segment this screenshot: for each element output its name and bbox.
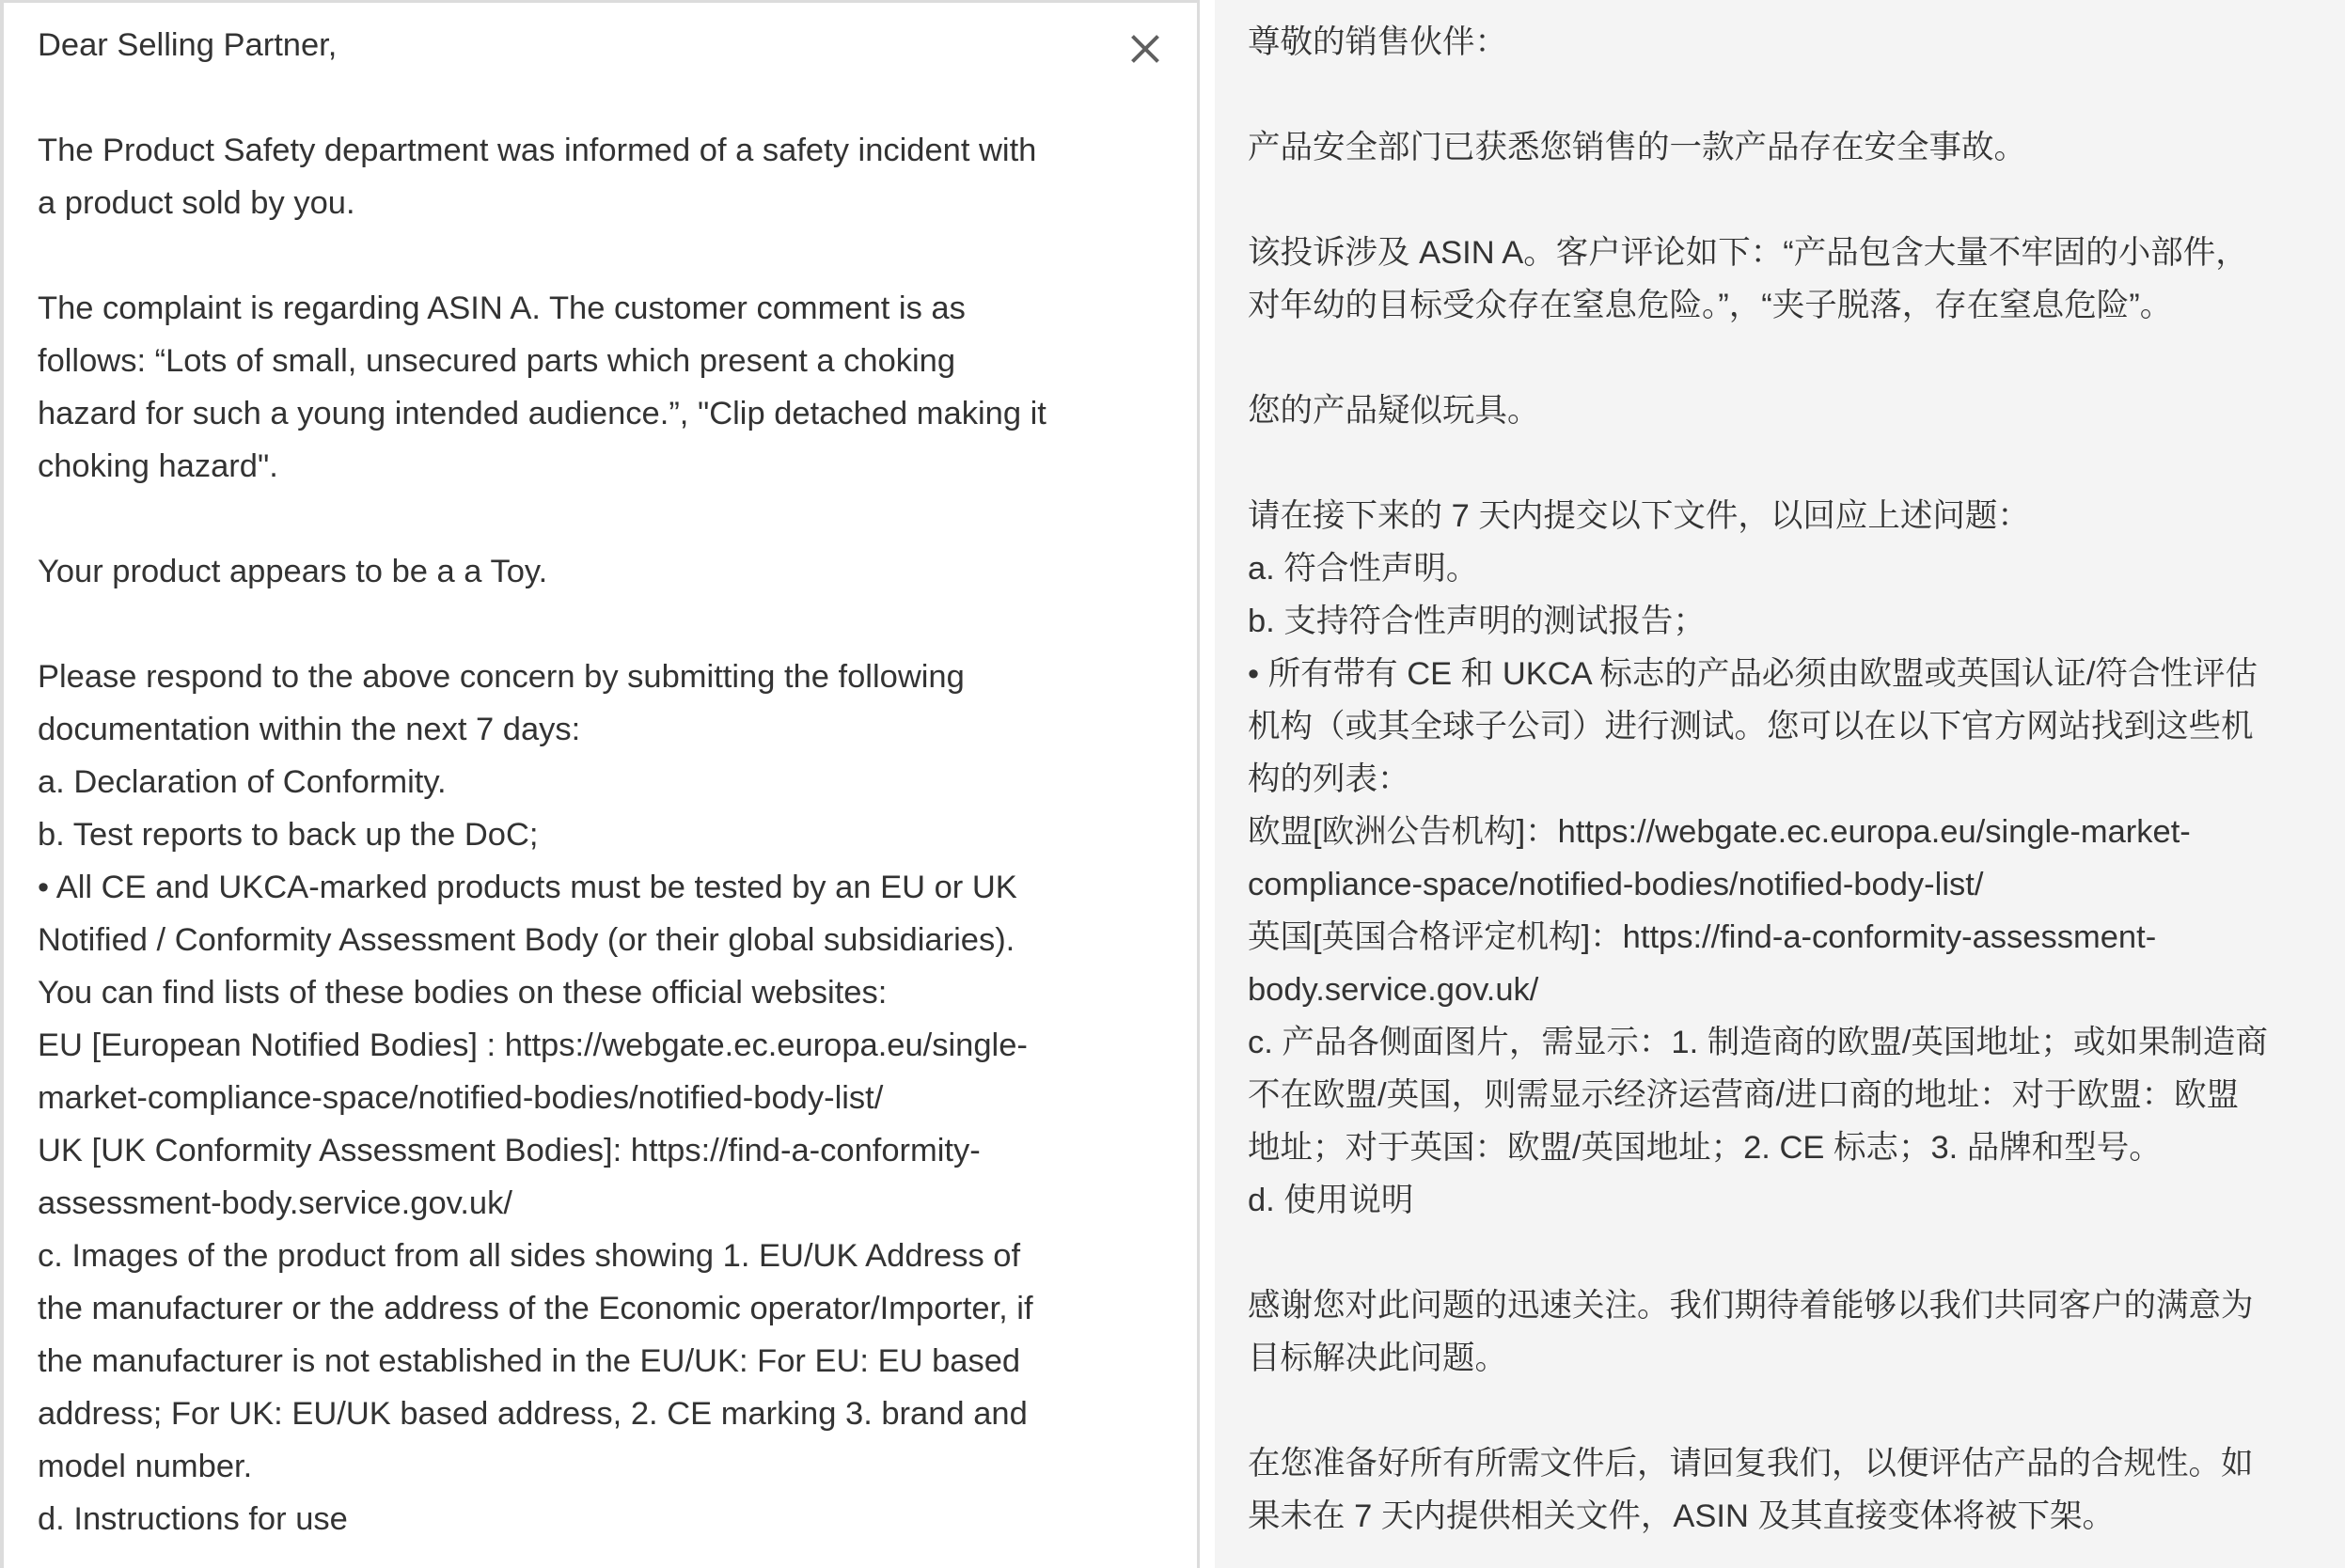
incident-notice-paragraph <box>38 124 1047 229</box>
eu-notified-bodies-link-line: market-compliance-space/notified-bodies/notified-body-list/ <box>38 1080 884 1116</box>
chinese-translation-panel <box>1215 0 2345 1568</box>
chinese-translation-body <box>1248 16 2268 1543</box>
requirement-b-test-reports-line: b. Test reports to back up the DoC; <box>38 817 539 853</box>
compliance-deadline-paragraph-zh <box>1248 1437 2268 1543</box>
uk-assessment-bodies-link-line-zh: 英国[英国合格评定机构]：https://find-a-conformity-assessment- <box>1248 919 2157 955</box>
requirement-c-product-images-line-zh: 地址；对于英国：欧盟/英国地址；2. CE 标志；3. 品牌和型号。 <box>1248 1130 2162 1166</box>
eu-notified-bodies-link-line: EU [European Notified Bodies] : https://webgate.ec.europa.eu/single- <box>38 1027 1028 1063</box>
customer-complaint-line: choking hazard". <box>38 448 278 484</box>
greeting-paragraph-zh <box>1248 16 2268 69</box>
incident-notice-paragraph-zh <box>1248 121 2268 174</box>
requirement-c-product-images-line: the manufacturer or the address of the Economic operator/Importer, if <box>38 1291 1033 1326</box>
customer-complaint-line-zh: 对年幼的目标受众存在窒息危险。”，“夹子脱落，存在窒息危险”。 <box>1248 288 2173 323</box>
english-message-body <box>38 19 1047 1545</box>
requirement-c-product-images-line-zh: c. 产品各侧面图片，需显示：1. 制造商的欧盟/英国地址；或如果制造商 <box>1248 1025 2268 1060</box>
ce-ukca-testing-note-line: • All CE and UKCA-marked products must be tested by an EU or UK <box>38 870 1017 905</box>
documentation-request-paragraph-zh <box>1248 490 2268 1227</box>
requirement-c-product-images-line-zh: 不在欧盟/英国，则需显示经济运营商/进口商的地址：对于欧盟：欧盟 <box>1248 1077 2240 1113</box>
incident-notice-line: The Product Safety department was informed of a safety incident with <box>38 133 1037 168</box>
requirement-c-product-images-line: c. Images of the product from all sides showing 1. EU/UK Address of <box>38 1238 1021 1274</box>
greeting-line: Dear Selling Partner, <box>38 27 338 63</box>
requirement-c-product-images-line: model number. <box>38 1449 253 1484</box>
compliance-deadline-line-zh: 在您准备好所有所需文件后，请回复我们，以便评估产品的合规性。如 <box>1248 1446 2254 1482</box>
customer-complaint-line: hazard for such a young intended audience.”, "Clip detached making it <box>38 396 1047 431</box>
ce-ukca-testing-note-line-zh: 机构（或其全球子公司）进行测试。您可以在以下官方网站找到这些机 <box>1248 709 2254 745</box>
greeting-line-zh: 尊敬的销售伙伴： <box>1248 24 1507 60</box>
requirement-c-product-images-line: address; For UK: EU/UK based address, 2. CE marking 3. brand and <box>38 1396 1028 1432</box>
documentation-request-line-zh: 请在接下来的 7 天内提交以下文件，以回应上述问题： <box>1248 498 2030 534</box>
requirement-a-declaration-line: a. Declaration of Conformity. <box>38 764 447 800</box>
customer-complaint-paragraph <box>38 282 1047 493</box>
customer-complaint-line: The complaint is regarding ASIN A. The customer comment is as <box>38 290 966 326</box>
ce-ukca-testing-note-line-zh: • 所有带有 CE 和 UKCA 标志的产品必须由欧盟或英国认证/符合性评估 <box>1248 656 2258 692</box>
requirement-c-product-images-line: the manufacturer is not established in the EU/UK: For EU: EU based <box>38 1343 1021 1379</box>
uk-assessment-bodies-link-line-zh: body.service.gov.uk/ <box>1248 972 1539 1008</box>
thanks-line-zh: 目标解决此问题。 <box>1248 1341 1507 1376</box>
documentation-request-line: documentation within the next 7 days: <box>38 712 581 747</box>
requirement-a-declaration-line-zh: a. 符合性声明。 <box>1248 551 1479 587</box>
documentation-request-paragraph <box>38 651 1047 1545</box>
incident-notice-line-zh: 产品安全部门已获悉您销售的一款产品存在安全事故。 <box>1248 130 2026 165</box>
close-button[interactable] <box>1123 26 1168 71</box>
customer-complaint-paragraph-zh <box>1248 227 2268 332</box>
ce-ukca-testing-note-line-zh: 构的列表： <box>1248 761 1410 797</box>
documentation-request-line: Please respond to the above concern by submitting the following <box>38 659 965 695</box>
incident-notice-line: a product sold by you. <box>38 185 355 221</box>
uk-assessment-bodies-link-line: assessment-body.service.gov.uk/ <box>38 1185 512 1221</box>
product-classification-line-zh: 您的产品疑似玩具。 <box>1248 393 1540 429</box>
requirement-d-instructions-line-zh: d. 使用说明 <box>1248 1183 1414 1218</box>
requirement-d-instructions-line: d. Instructions for use <box>38 1501 348 1537</box>
product-classification-line: Your product appears to be a a Toy. <box>38 554 548 589</box>
eu-notified-bodies-link-line-zh: 欧盟[欧洲公告机构]：https://webgate.ec.europa.eu/single-market- <box>1248 814 2191 850</box>
thanks-paragraph-zh <box>1248 1279 2268 1385</box>
customer-complaint-line: follows: “Lots of small, unsecured parts which present a choking <box>38 343 956 379</box>
eu-notified-bodies-link-line-zh: compliance-space/notified-bodies/notified-body-list/ <box>1248 867 1984 902</box>
official-websites-note-line: You can find lists of these bodies on these official websites: <box>38 975 888 1011</box>
compliance-deadline-line-zh: 果未在 7 天内提供相关文件，ASIN 及其直接变体将被下架。 <box>1248 1498 2115 1534</box>
customer-complaint-line-zh: 该投诉涉及 ASIN A。客户评论如下：“产品包含大量不牢固的小部件， <box>1248 235 2248 271</box>
product-classification-paragraph <box>38 545 1047 598</box>
uk-assessment-bodies-link-line: UK [UK Conformity Assessment Bodies]: https://find-a-conformity- <box>38 1133 981 1168</box>
product-classification-paragraph-zh <box>1248 384 2268 437</box>
requirement-b-test-reports-line-zh: b. 支持符合性声明的测试报告； <box>1248 604 1706 639</box>
thanks-line-zh: 感谢您对此问题的迅速关注。我们期待着能够以我们共同客户的满意为 <box>1248 1288 2254 1324</box>
greeting-paragraph <box>38 19 1047 71</box>
close-icon <box>1123 26 1168 71</box>
ce-ukca-testing-note-line: Notified / Conformity Assessment Body (or their global subsidiaries). <box>38 922 1015 958</box>
